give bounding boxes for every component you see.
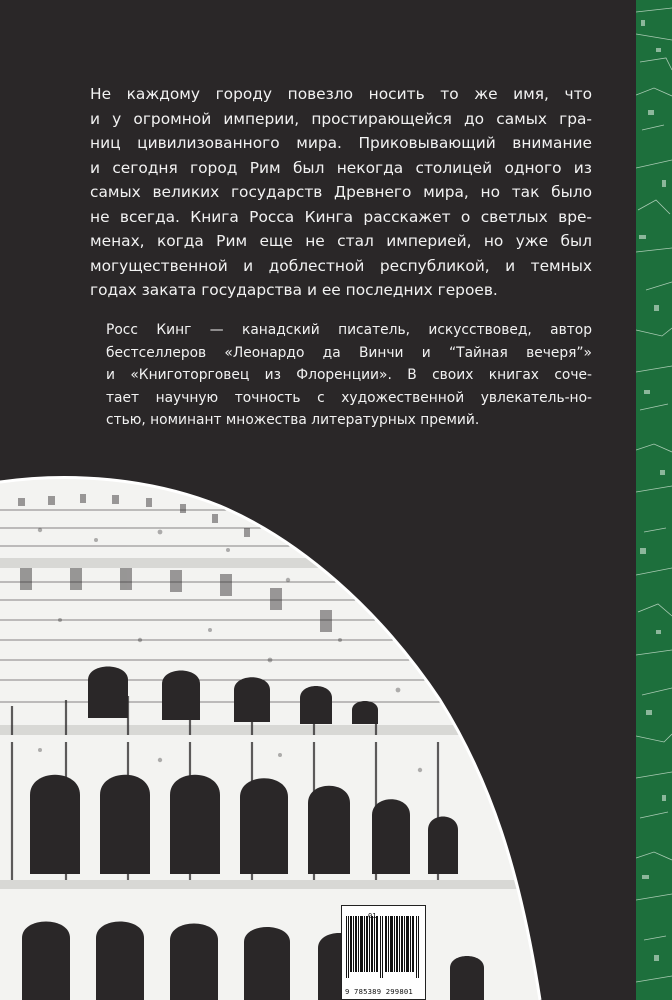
annotation-line: годах заката государства и ее последних героев. [90, 281, 498, 299]
isbn-digits: 9 785389 299801 [345, 987, 413, 996]
author-bio [106, 319, 592, 432]
annotation-line: не всегда. Книга Росса Кинга расскажет о светлых вре- [90, 207, 592, 226]
annotation-line: и у огромной империи, простирающейся до самых гра- [90, 109, 592, 128]
annotation-line: ниц цивилизованного мира. Приковывающий внимание [90, 134, 592, 152]
colosseum-illustration [0, 470, 636, 1000]
author-bio-line: стью, номинант множества литературных премий. [106, 412, 480, 428]
annotation-line: Не каждому городу повезло носить то же имя, что [90, 85, 592, 103]
green-spine-strip [636, 0, 672, 1000]
book-annotation [90, 82, 592, 303]
barcode-addon-digits: 01 [368, 912, 377, 920]
author-bio-line: бестселлеров «Леонардо да Винчи и “Тайная вечеря”» [106, 344, 592, 361]
author-bio-line: тает научную точность с художественной увлекатель-но- [106, 389, 592, 406]
annotation-line: самых великих государств Древнего мира, но так было [90, 183, 592, 201]
author-bio-line: Росс Кинг — канадский писатель, искусствовед, автор [106, 322, 592, 338]
annotation-line: и сегодня город Рим был некогда столицей одного из [90, 158, 592, 177]
author-bio-line: и «Книготорговец из Флоренции». В своих книгах соче- [106, 367, 592, 383]
isbn-barcode [341, 905, 426, 1000]
annotation-line: менах, когда Рим еще не стал империей, но уже был [90, 232, 592, 250]
green-engraving-pattern [636, 0, 672, 1000]
barcode-bars [346, 916, 421, 978]
colosseum-graphic [0, 470, 636, 1000]
annotation-line: могущественной и доблестной республикой, и темных [90, 256, 592, 275]
